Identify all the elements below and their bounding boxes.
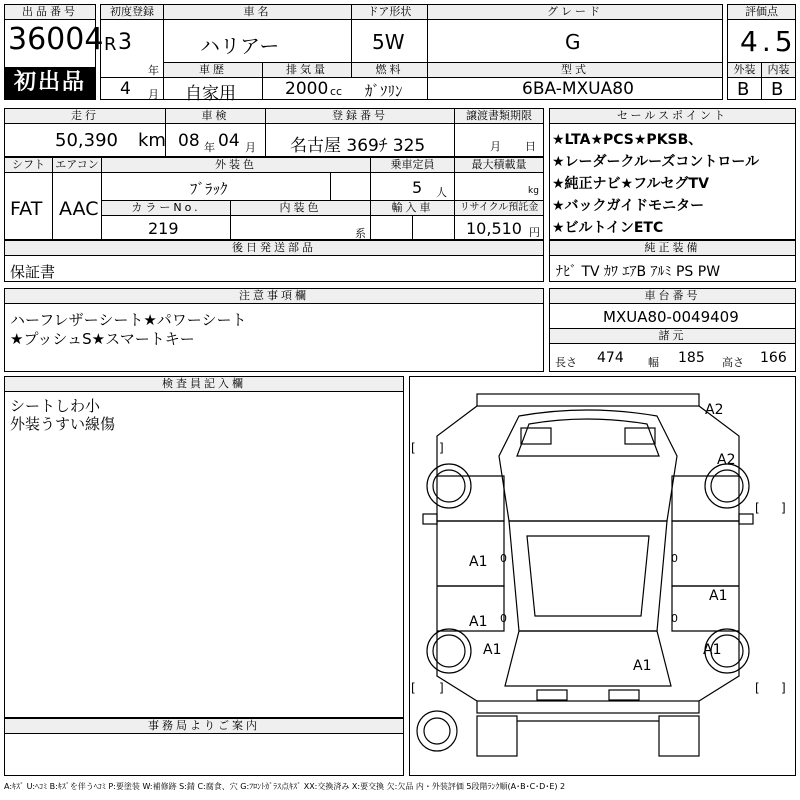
- recycle-fee-value: 10,510: [466, 219, 522, 238]
- lot-number: 36004: [8, 22, 104, 57]
- damage-mark: A2: [717, 452, 736, 468]
- equipment-label: 純正装備: [549, 240, 796, 256]
- interior-grade-label: 内装: [761, 62, 796, 78]
- plate-label: 登録番号: [265, 108, 455, 124]
- inspector-line: シートしわ小: [10, 397, 101, 415]
- capacity-unit: 人: [436, 186, 447, 199]
- chassis-label: 車台番号: [549, 288, 796, 304]
- mileage-value: 50,390: [55, 130, 118, 151]
- recycle-fee-unit: 円: [529, 226, 540, 239]
- first-listing-badge: 初出品: [5, 67, 95, 99]
- ac-label: エアコン: [52, 157, 102, 173]
- reg-year: 3: [118, 30, 132, 55]
- max-load-label: 最大積載量: [454, 157, 544, 173]
- history-label: 車歴: [163, 62, 263, 78]
- inspection-month-unit: 月: [245, 141, 256, 154]
- notes-label: 注意事項欄: [4, 288, 544, 304]
- bracket-mark: [: [411, 441, 416, 455]
- reg-month: 4: [120, 79, 131, 99]
- grade-value: G: [565, 30, 581, 54]
- shift-label: シフト: [4, 157, 53, 173]
- door-type-value: 5W: [372, 30, 405, 54]
- length-value: 474: [597, 350, 624, 366]
- mileage-unit: km: [138, 130, 166, 151]
- color-number-label: カラーNo.: [101, 200, 231, 216]
- later-parts-value: 保証書: [10, 263, 56, 281]
- transfer-month: 月: [490, 140, 501, 153]
- bracket-mark: [: [755, 501, 760, 515]
- notes-line: ハーフレザーシート★パワーシート: [10, 311, 247, 329]
- score-value: 4.5: [740, 25, 797, 58]
- transfer-day: 日: [525, 140, 536, 153]
- damage-mark: A1: [469, 614, 488, 630]
- sales-point-line: ★ビルトインETC: [552, 220, 664, 236]
- displacement-unit: cc: [330, 85, 343, 98]
- zero-mark: 0: [500, 552, 507, 565]
- bracket-mark: ]: [781, 501, 786, 515]
- import-label: 輸入車: [370, 200, 455, 216]
- car-name-value: ハリアー: [200, 34, 280, 58]
- first-reg-label: 初度登録: [100, 4, 164, 20]
- equipment-value: ﾅﾋﾞ TV ｶﾜ ｴｱB ｱﾙﾐ PS PW: [556, 264, 721, 280]
- width-value: 185: [678, 350, 705, 366]
- later-parts-label: 後日発送部品: [4, 240, 544, 256]
- int-color-label: 内装色: [230, 200, 371, 216]
- model-code-label: 型式: [427, 62, 723, 78]
- inspection-year: 08: [178, 131, 200, 151]
- grade-label: グレード: [427, 4, 723, 20]
- sales-point-line: ★レーダークルーズコントロール: [552, 154, 760, 170]
- zero-mark: 0: [500, 612, 507, 625]
- damage-mark: A1: [469, 554, 488, 570]
- reg-month-unit: 月: [148, 88, 159, 101]
- max-load-unit: kg: [528, 186, 539, 196]
- inspection-month: 04: [218, 131, 240, 151]
- ac-value: AAC: [59, 198, 99, 220]
- interior-grade-value: B: [771, 79, 784, 100]
- history-value: 自家用: [185, 84, 236, 104]
- car-damage-diagram: [409, 376, 796, 776]
- bracket-mark: ]: [781, 681, 786, 695]
- ext-color-value: ﾌﾞﾗｯｸ: [190, 180, 228, 198]
- reg-year-unit: 年: [148, 64, 159, 77]
- bracket-mark: [: [755, 681, 760, 695]
- damage-mark: A1: [709, 588, 728, 604]
- bracket-mark: ]: [439, 681, 444, 695]
- sales-point-line: ★バックガイドモニター: [552, 198, 705, 214]
- height-value: 166: [760, 350, 787, 366]
- inspection-label: 車検: [165, 108, 266, 124]
- length-label: 長さ: [555, 356, 577, 369]
- capacity-label: 乗車定員: [370, 157, 455, 173]
- damage-mark: A1: [633, 658, 652, 674]
- row2-grid: [4, 108, 544, 240]
- zero-mark: 0: [671, 612, 678, 625]
- lot-label: 出品番号: [4, 4, 96, 20]
- color-number-value: 219: [148, 219, 179, 238]
- sales-point-line: ★LTA★PCS★PKSB、: [552, 132, 703, 148]
- door-type-label: ドア形状: [351, 4, 428, 20]
- displacement-value: 2000: [285, 79, 329, 99]
- exterior-grade-label: 外装: [727, 62, 762, 78]
- bracket-mark: [: [411, 681, 416, 695]
- damage-mark: A1: [703, 642, 722, 658]
- fuel-label: 燃料: [351, 62, 428, 78]
- inspector-label: 検査員記入欄: [4, 376, 404, 392]
- notes-line: ★プッシュS★スマートキー: [10, 330, 195, 348]
- office-label: 事務局よりご案内: [4, 718, 404, 734]
- displacement-label: 排気量: [262, 62, 352, 78]
- bracket-mark: ]: [439, 441, 444, 455]
- height-label: 高さ: [722, 356, 744, 369]
- sales-points-label: セールスポイント: [549, 108, 796, 124]
- ext-color-label: 外装色: [101, 157, 371, 173]
- width-label: 幅: [648, 356, 659, 369]
- dims-label: 諸元: [549, 328, 796, 344]
- legend-text: A:ｷｽﾞ U:ﾍｺﾐ B:ｷｽﾞを伴うﾍｺﾐ P:要塗装 W:補修跡 S:錆 C:腐食、穴 G:ﾌﾛﾝﾄｶﾞﾗｽ点ｷｽﾞ XX:交換済み X:要交換 欠:欠品 内・外装評価 5段階ﾗﾝｸ順(A･B･C･D･E) 2: [4, 782, 566, 791]
- inspection-year-unit: 年: [204, 141, 215, 154]
- transfer-deadline-label: 譲渡書類期限: [454, 108, 544, 124]
- sales-point-line: ★純正ナビ★フルセグTV: [552, 176, 709, 192]
- damage-mark: A2: [705, 402, 724, 418]
- exterior-grade-value: B: [737, 79, 750, 100]
- inspector-line: 外装うすい線傷: [10, 415, 116, 433]
- int-color-unit: 系: [355, 227, 366, 240]
- chassis-value: MXUA80-0049409: [603, 308, 739, 326]
- recycle-fee-label: リサイクル預託金: [454, 200, 544, 216]
- era-letter: R: [104, 34, 117, 55]
- zero-mark: 0: [671, 552, 678, 565]
- fuel-value: ｶﾞｿﾘﾝ: [365, 82, 403, 100]
- mileage-label: 走行: [4, 108, 166, 124]
- capacity-value: 5: [412, 178, 423, 197]
- score-label: 評価点: [727, 4, 796, 20]
- car-name-label: 車名: [163, 4, 352, 20]
- shift-value: FAT: [10, 198, 43, 220]
- plate-value: 名古屋 369ﾁ 325: [290, 136, 426, 156]
- model-code-value: 6BA-MXUA80: [522, 79, 634, 99]
- damage-mark: A1: [483, 642, 502, 658]
